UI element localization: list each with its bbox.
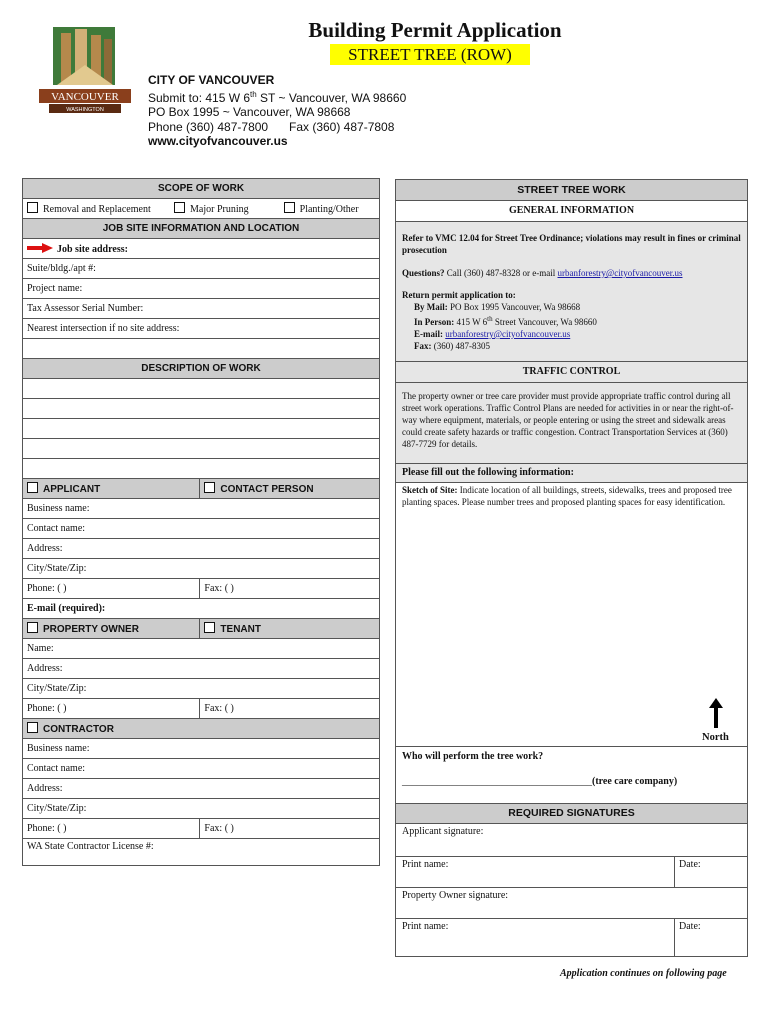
suite-field[interactable]: Suite/bldg./apt #: — [23, 259, 380, 279]
scope-option-planting[interactable]: Planting/Other — [280, 199, 380, 219]
checkbox[interactable] — [27, 202, 38, 213]
left-form-table — [22, 178, 380, 866]
phone-fax: Phone (360) 487-7800 Fax (360) 487-7808 — [148, 119, 395, 134]
applicant-business-field[interactable]: Business name: — [23, 499, 380, 519]
contractor-fax-field[interactable]: Fax: ( ) — [200, 819, 380, 839]
page-title: Building Permit Application — [308, 18, 562, 42]
submit-address: Submit to: 415 W 6th ST ~ Vancouver, WA 98660 — [148, 89, 407, 105]
north-label: North — [702, 732, 729, 743]
blank-row[interactable] — [23, 339, 380, 359]
city-contact-block — [148, 73, 406, 149]
fill-out-label: Please fill out the following information: — [396, 464, 747, 482]
checkbox[interactable] — [27, 722, 38, 733]
description-line[interactable] — [23, 459, 380, 479]
street-tree-work-header: STREET TREE WORK — [396, 180, 747, 201]
applicant-fax-field[interactable]: Fax: ( ) — [200, 579, 380, 599]
checkbox[interactable] — [204, 482, 215, 493]
project-name-field[interactable]: Project name: — [23, 279, 380, 299]
description-line[interactable] — [23, 419, 380, 439]
applicant-contact-field[interactable]: Contact name: — [23, 519, 380, 539]
checkbox[interactable] — [284, 202, 295, 213]
owner-city-field[interactable]: City/State/Zip: — [23, 679, 380, 699]
checkbox[interactable] — [27, 622, 38, 633]
nearest-intersection-field[interactable]: Nearest intersection if no site address: — [23, 319, 380, 339]
job-site-address-field[interactable]: Job site address: — [23, 239, 380, 259]
applicant-header[interactable]: APPLICANT — [23, 479, 200, 499]
print-name-field-2[interactable]: Print name: — [402, 921, 449, 932]
general-info-body — [396, 222, 747, 362]
return-details: By Mail: PO Box 1995 Vancouver, Wa 98668 In Person: 415 W 6th Street Vancouver, Wa 98660 E-mail: urbanforestry@cityofvancouver.us Fax: (360) 487-8305 — [414, 302, 597, 351]
date-field-1[interactable]: Date: — [679, 859, 701, 870]
street-tree-work-panel — [395, 179, 748, 957]
sketch-of-site-area[interactable]: Sketch of Site: Indicate location of all buildings, streets, sidewalks, trees and proposed tree planting spaces. Please number trees and proposed planting spaces for easy identification. — [402, 485, 732, 507]
general-info-header: GENERAL INFORMATION — [396, 201, 747, 222]
continues-note: Application continues on following page — [560, 968, 727, 979]
contact-person-header[interactable]: CONTACT PERSON — [200, 479, 380, 499]
tax-assessor-field[interactable]: Tax Assessor Serial Number: — [23, 299, 380, 319]
page-subtitle: STREET TREE (ROW) — [330, 44, 530, 65]
print-name-field-1[interactable]: Print name: — [402, 859, 449, 870]
city-of-vancouver-logo — [39, 27, 131, 115]
arrow-right-icon — [27, 243, 53, 253]
website: www.cityofvancouver.us — [148, 134, 288, 148]
applicant-address-field[interactable]: Address: — [23, 539, 380, 559]
tree-care-company-field[interactable]: ______________________________________(tree care company) — [402, 776, 678, 787]
applicant-email-field[interactable]: E-mail (required): — [23, 599, 380, 619]
applicant-signature-field[interactable]: Applicant signature: — [402, 826, 484, 837]
contractor-business-field[interactable]: Business name: — [23, 739, 380, 759]
checkbox[interactable] — [174, 202, 185, 213]
questions-email-link[interactable]: urbanforestry@cityofvancouver.us — [557, 268, 683, 278]
who-performs-label: Who will perform the tree work? — [402, 751, 544, 762]
owner-address-field[interactable]: Address: — [23, 659, 380, 679]
traffic-control-header: TRAFFIC CONTROL — [396, 362, 747, 383]
po-box: PO Box 1995 ~ Vancouver, WA 98668 — [148, 105, 351, 119]
scope-option-pruning[interactable]: Major Pruning — [170, 199, 280, 219]
return-email-link[interactable]: urbanforestry@cityofvancouver.us — [445, 329, 571, 339]
questions-line: Questions? Call (360) 487-8328 or e-mail urbanforestry@cityofvancouver.us — [402, 268, 683, 278]
date-field-2[interactable]: Date: — [679, 921, 701, 932]
owner-phone-field[interactable]: Phone: ( ) — [23, 699, 200, 719]
owner-fax-field[interactable]: Fax: ( ) — [200, 699, 380, 719]
applicant-city-field[interactable]: City/State/Zip: — [23, 559, 380, 579]
refer-text: Refer to VMC 12.04 for Street Tree Ordinance; violations may result in fines or criminal prosecution — [402, 233, 741, 255]
north-arrow-icon — [709, 698, 723, 728]
contractor-contact-field[interactable]: Contact name: — [23, 759, 380, 779]
traffic-control-text: The property owner or tree care provider must provide appropriate traffic control during all street work operations. Traffic Control Plans are needed for activities in or near the right-of-way where equipment, materials, or people entering or using the street and sidewalk areas could create safety hazards or traffic congestion. Contract Transportation Services at (360) 487-7729 for details. — [396, 383, 747, 463]
checkbox[interactable] — [204, 622, 215, 633]
checkbox[interactable] — [27, 482, 38, 493]
scope-option-removal[interactable]: Removal and Replacement — [23, 199, 171, 219]
contractor-address-field[interactable]: Address: — [23, 779, 380, 799]
contractor-header[interactable]: CONTRACTOR — [23, 719, 380, 739]
description-header: DESCRIPTION OF WORK — [23, 359, 380, 379]
city-name: CITY OF VANCOUVER — [148, 73, 275, 87]
return-label: Return permit application to: — [402, 290, 516, 300]
owner-signature-field[interactable]: Property Owner signature: — [402, 890, 509, 901]
applicant-phone-field[interactable]: Phone: ( ) — [23, 579, 200, 599]
required-signatures-header: REQUIRED SIGNATURES — [396, 804, 747, 824]
owner-name-field[interactable]: Name: — [23, 639, 380, 659]
contractor-city-field[interactable]: City/State/Zip: — [23, 799, 380, 819]
logo-text: VANCOUVER — [51, 91, 119, 103]
contractor-phone-field[interactable]: Phone: ( ) — [23, 819, 200, 839]
property-owner-header[interactable]: PROPERTY OWNER — [23, 619, 200, 639]
description-line[interactable] — [23, 399, 380, 419]
description-line[interactable] — [23, 379, 380, 399]
tenant-header[interactable]: TENANT — [200, 619, 380, 639]
logo-subtext: WASHINGTON — [66, 107, 104, 113]
scope-of-work-header: SCOPE OF WORK — [23, 179, 380, 199]
contractor-license-field[interactable]: WA State Contractor License #: — [23, 839, 380, 866]
description-line[interactable] — [23, 439, 380, 459]
job-site-header: JOB SITE INFORMATION AND LOCATION — [23, 219, 380, 239]
